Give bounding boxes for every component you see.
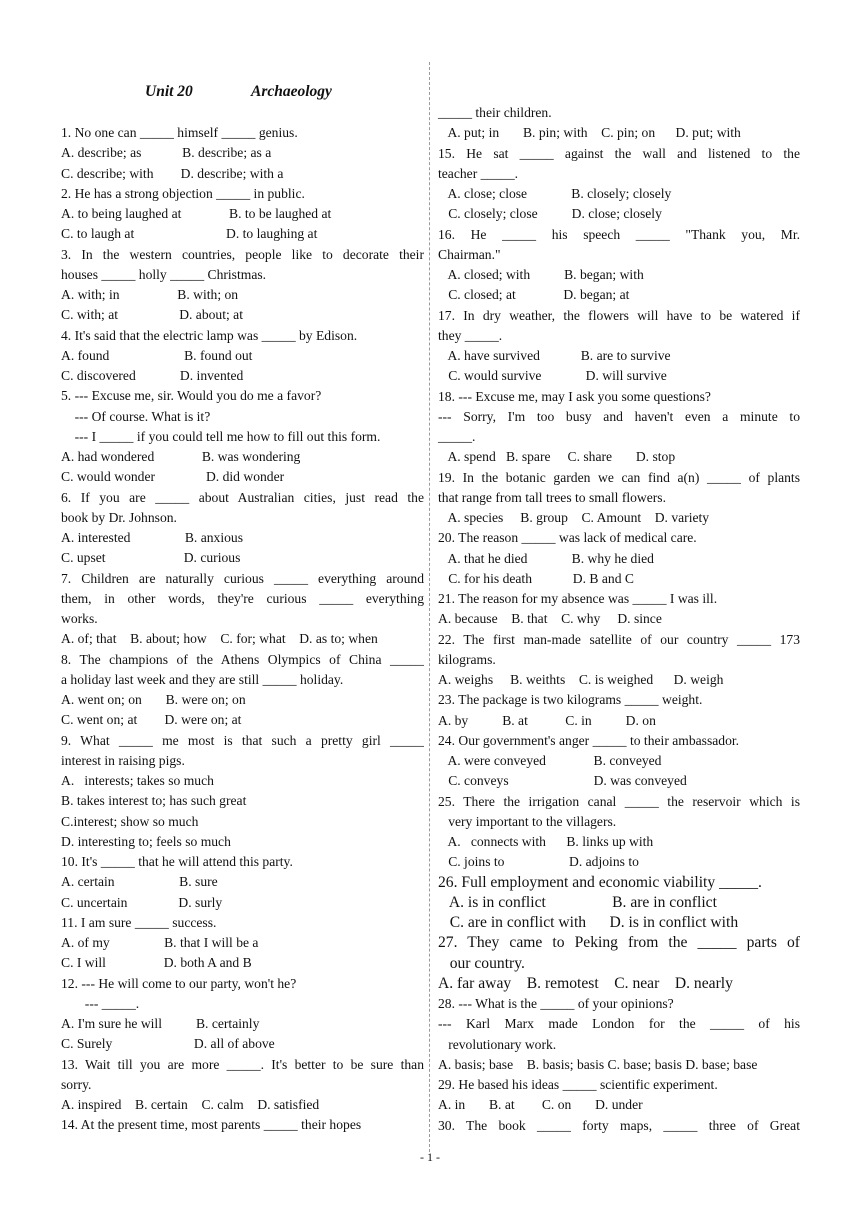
text-line: A. certain B. sure <box>61 874 218 890</box>
text-line: works. <box>61 611 98 626</box>
text-line: revolutionary work. <box>438 1036 557 1052</box>
text-line: B. takes interest to; has such great <box>61 793 247 809</box>
text-line: our country. <box>438 954 525 972</box>
text-line: 17. In dry weather, the flowers will have to be watered if <box>438 307 800 323</box>
text-line: --- Of course. What is it? <box>61 408 211 424</box>
text-line: A. because B. that C. why D. since <box>438 611 662 627</box>
text-line: C. upset D. curious <box>61 550 241 566</box>
text-line: them, in other words, they're curious _____ everything <box>61 590 424 606</box>
text-line: A. weighs B. weithts C. is weighed D. weigh <box>438 672 724 687</box>
text-line: C. Surely D. all of above <box>61 1036 275 1052</box>
text-line: 29. He based his ideas _____ scientific experiment. <box>438 1077 718 1092</box>
text-line: C. went on; at D. were on; at <box>61 712 242 728</box>
text-line: 22. The first man-made satellite of our country _____ 173 <box>438 631 800 647</box>
text-line: C. describe; with D. describe; with a <box>61 165 284 181</box>
text-line: 11. I am sure _____ success. <box>61 914 217 930</box>
text-line: 20. The reason _____ was lack of medical care. <box>438 530 697 546</box>
text-line: A. interested B. anxious <box>61 530 243 545</box>
text-line: A. of; that B. about; how C. for; what D. as to; when <box>61 631 378 647</box>
text-line: 3. In the western countries, people like to decorate their <box>61 246 424 262</box>
text-line: A. found B. found out <box>61 347 253 363</box>
text-line: kilograms. <box>438 651 496 667</box>
text-line: 24. Our government's anger _____ to their ambassador. <box>438 732 740 748</box>
text-line: 5. --- Excuse me, sir. Would you do me a favor? <box>61 388 322 404</box>
text-line: A. inspired B. certain C. calm D. satisfied <box>61 1097 320 1112</box>
text-line: 6. If you are _____ about Australian cities, just read the <box>61 489 424 505</box>
text-line: interest in raising pigs. <box>61 752 185 768</box>
text-line: 28. --- What is the _____ of your opinions? <box>438 996 674 1011</box>
text-line: A. closed; with B. began; with <box>438 267 644 282</box>
unit-number: Unit 20 <box>145 83 193 100</box>
text-line: 14. At the present time, most parents _____ their hopes <box>61 1117 362 1133</box>
text-line: D. interesting to; feels so much <box>61 833 231 849</box>
text-line: 10. It's _____ that he will attend this party. <box>61 854 293 869</box>
text-line: A. is in conflict B. are in conflict <box>438 893 717 911</box>
text-line: C. joins to D. adjoins to <box>438 854 639 870</box>
text-line: 23. The package is two kilograms _____ weight. <box>438 692 703 708</box>
text-line: C. would survive D. will survive <box>438 368 667 384</box>
text-line: A. I'm sure he will B. certainly <box>61 1016 260 1031</box>
text-line: C. I will D. both A and B <box>61 955 252 971</box>
text-line: houses _____ holly _____ Christmas. <box>61 266 267 282</box>
text-line: C. would wonder D. did wonder <box>61 469 285 485</box>
text-line: A. with; in B. with; on <box>61 287 239 302</box>
text-line: 12. --- He will come to our party, won't he? <box>61 975 297 991</box>
page-number: - 1 - <box>420 1150 440 1164</box>
text-line: A. interests; takes so much <box>61 773 214 788</box>
text-line: sorry. <box>61 1076 92 1092</box>
text-line: A. of my B. that I will be a <box>61 935 259 950</box>
text-line: book by Dr. Johnson. <box>61 509 177 525</box>
text-line: C. conveys D. was conveyed <box>438 773 687 789</box>
text-line: 30. The book _____ forty maps, _____ three of Great <box>438 1117 800 1133</box>
text-line: C. closely; close D. close; closely <box>438 206 662 222</box>
text-line: 4. It's said that the electric lamp was _____ by Edison. <box>61 327 358 343</box>
text-line: 8. The champions of the Athens Olympics of China _____ <box>61 651 424 667</box>
text-line: A. by B. at C. in D. on <box>438 712 656 728</box>
unit-topic: Archaeology <box>251 83 332 100</box>
text-line: C. discovered D. invented <box>61 368 244 383</box>
text-line: A. put; in B. pin; with C. pin; on D. put; with <box>438 125 741 141</box>
text-line: C. with; at D. about; at <box>61 307 243 323</box>
unit-title <box>145 83 332 101</box>
text-line: A. species B. group C. Amount D. variety <box>438 510 710 525</box>
text-line: 21. The reason for my absence was _____ I was ill. <box>438 591 718 606</box>
text-line: C. for his death D. B and C <box>438 570 634 586</box>
text-line: C. are in conflict with D. is in conflict with <box>438 914 739 931</box>
text-line: C. to laugh at D. to laughing at <box>61 226 318 242</box>
text-line: 7. Children are naturally curious _____ everything around <box>61 570 424 586</box>
text-line: 25. There the irrigation canal _____ the reservoir which is <box>438 793 800 809</box>
text-line: 19. In the botanic garden we can find a(n) _____ of plants <box>438 469 800 485</box>
text-line: 2. He has a strong objection _____ in public. <box>61 185 305 201</box>
text-line: 1. No one can _____ himself _____ genius. <box>61 125 298 140</box>
text-line: A. describe; as B. describe; as a <box>61 145 272 161</box>
text-line: --- I _____ if you could tell me how to fill out this form. <box>61 428 381 444</box>
text-line: 26. Full employment and economic viability _____. <box>438 873 762 891</box>
text-line: 9. What _____ me most is that such a pretty girl _____ <box>61 732 424 748</box>
text-line: A. close; close B. closely; closely <box>438 186 672 201</box>
text-line: very important to the villagers. <box>438 813 617 829</box>
text-line: A. had wondered B. was wondering <box>61 449 301 464</box>
text-line: A. to being laughed at B. to be laughed at <box>61 206 332 221</box>
text-line: teacher _____. <box>438 165 519 181</box>
text-line: A. went on; on B. were on; on <box>61 692 246 707</box>
text-line: a holiday last week and they are still _____ holiday. <box>61 671 344 687</box>
text-line: A. have survived B. are to survive <box>438 348 671 363</box>
text-line: they _____. <box>438 327 503 343</box>
text-line: C. closed; at D. began; at <box>438 287 630 303</box>
text-line: C.interest; show so much <box>61 813 199 829</box>
text-line: A. connects with B. links up with <box>438 834 654 849</box>
text-line: A. far away B. remotest C. near D. nearly <box>438 974 733 992</box>
text-line: A. were conveyed B. conveyed <box>438 753 662 768</box>
text-line: --- Karl Marx made London for the _____ of his <box>438 1016 800 1032</box>
text-line: A. spend B. spare C. share D. stop <box>438 449 676 465</box>
text-line: C. uncertain D. surly <box>61 894 223 910</box>
text-line: 27. They came to Peking from the _____ parts of <box>438 934 800 952</box>
text-line: A. in B. at C. on D. under <box>438 1097 643 1113</box>
text-line: 15. He sat _____ against the wall and listened to the <box>438 145 800 161</box>
text-line: that range from tall trees to small flowers. <box>438 489 667 505</box>
text-line: 13. Wait till you are more _____. It's better to be sure than <box>61 1056 424 1072</box>
text-line: _____ their children. <box>438 105 552 120</box>
column-divider <box>429 62 430 1152</box>
text-line: A. basis; base B. basis; basis C. base; basis D. base; base <box>438 1056 758 1072</box>
text-line: 16. He _____ his speech _____ "Thank you, Mr. <box>438 226 800 242</box>
text-line: --- _____. <box>61 995 140 1011</box>
text-line: 18. --- Excuse me, may I ask you some questions? <box>438 388 711 404</box>
text-line: Chairman." <box>438 246 501 262</box>
text-line: _____. <box>438 429 476 444</box>
text-line: --- Sorry, I'm too busy and haven't even a minute to <box>438 408 800 424</box>
text-line: A. that he died B. why he died <box>438 550 654 566</box>
